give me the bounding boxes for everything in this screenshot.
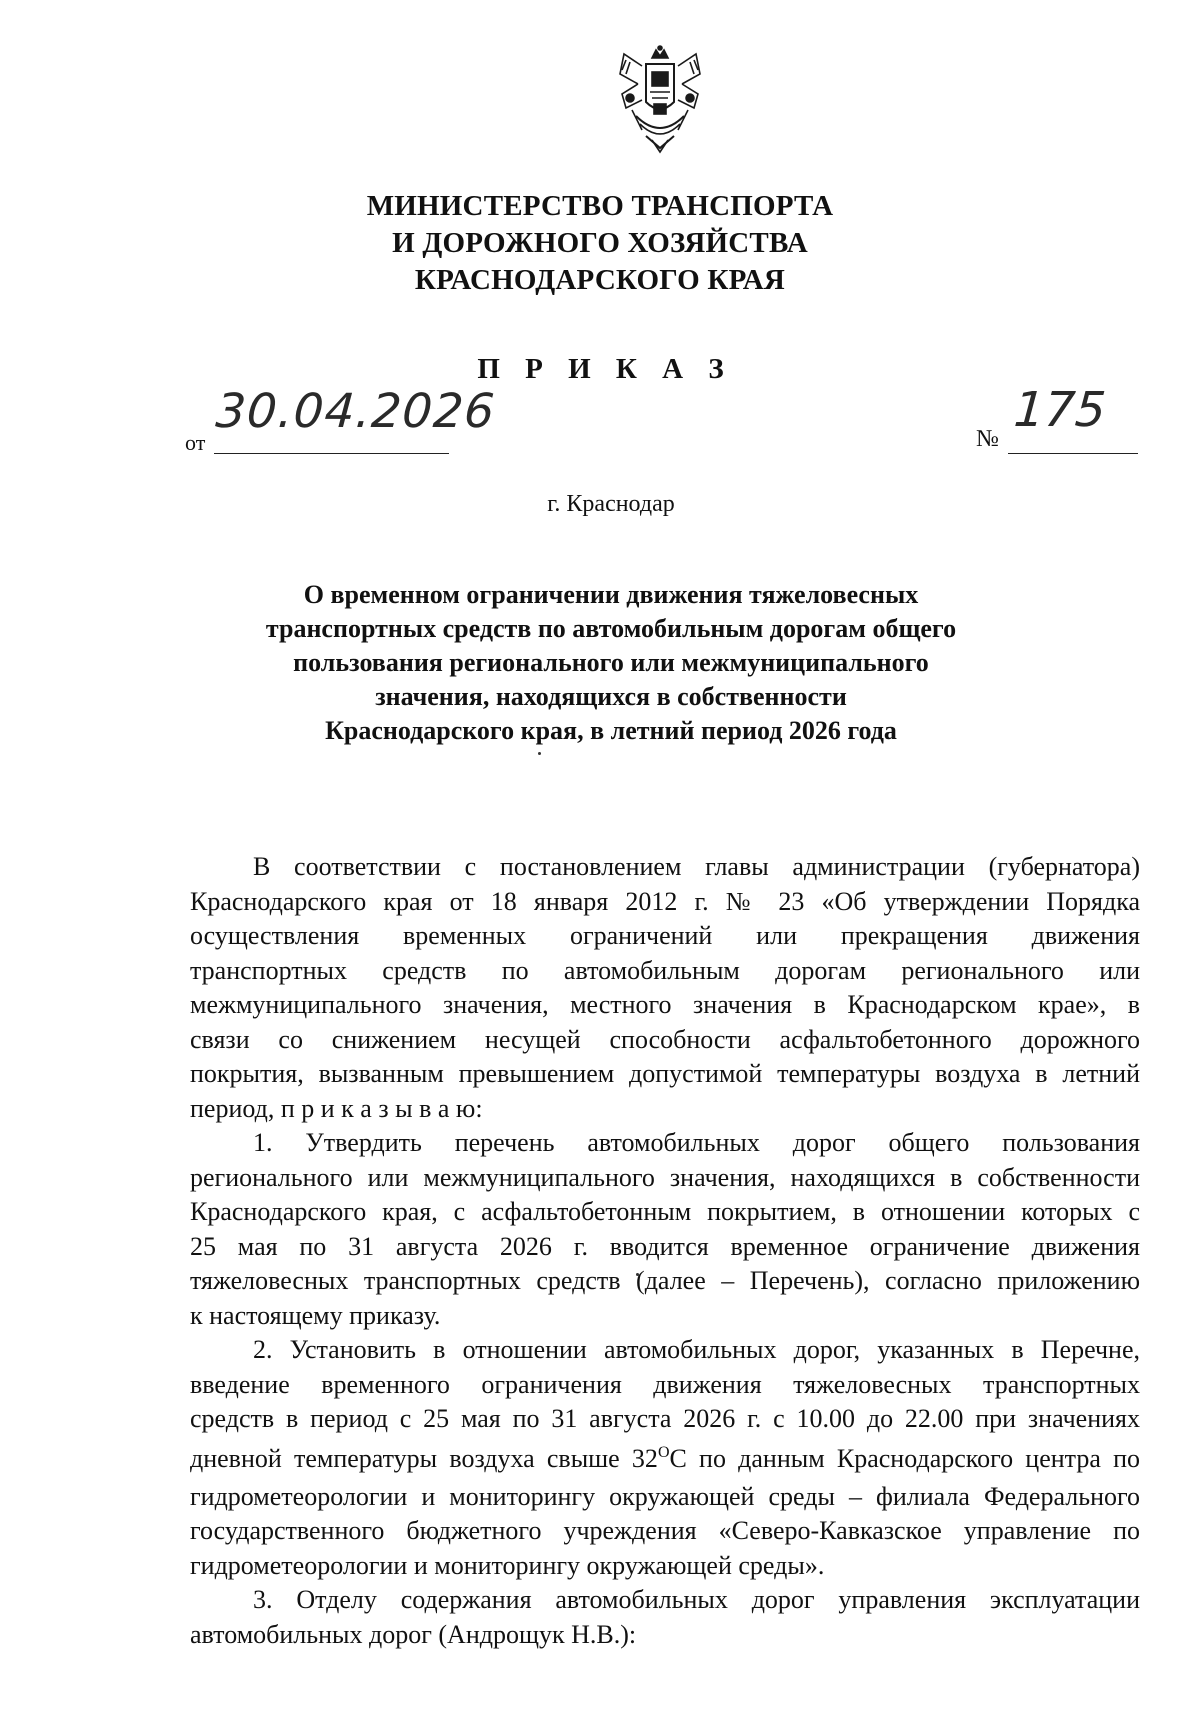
body-line: средств в период с 25 мая по 31 августа 2026 г. с 10.00 до 22.00 при значениях	[190, 1404, 1140, 1433]
order-title: П Р И К А З	[477, 353, 733, 385]
body-line: связи со снижением несущей способности асфальтобетонного дорожного	[190, 1024, 1140, 1054]
date-prefix: от	[185, 430, 206, 455]
handwritten-date: 30.04.2026	[214, 384, 498, 439]
body-line: Краснодарского края, с асфальтобетонным покрытием, в отношении которых с	[190, 1197, 1140, 1226]
krasnodar-coat-of-arms-icon	[612, 44, 708, 154]
subject-line: Краснодарского края, в летний период 2026 года	[325, 716, 897, 745]
body-line: введение временного ограничения движения тяжеловесных транспортных	[190, 1369, 1140, 1399]
body-line: регионального или межмуниципального значения, находящихся в собственности	[190, 1162, 1140, 1192]
body-line: осуществления временных ограничений или прекращения движения	[190, 921, 1140, 950]
temperature-text-start: дневной температуры воздуха свыше 32	[190, 1443, 658, 1473]
degree-sign: O	[657, 1443, 670, 1461]
number-prefix: №	[976, 426, 999, 452]
body-line-temperature	[190, 1437, 1140, 1480]
ministry-line: МИНИСТЕРСТВО ТРАНСПОРТА	[366, 190, 834, 222]
subject-line: транспортных средств по автомобильным дорогам общего	[265, 614, 957, 643]
body-line: период, п р и к а з ы в а ю:	[190, 1093, 483, 1123]
subject-line: пользования регионального или межмуниципального	[293, 648, 929, 677]
body-line: тяжеловесных транспортных средств (далее – Перечень), согласно приложению	[190, 1266, 1140, 1295]
scan-speck	[538, 752, 541, 755]
body-line: 3. Отделу содержания автомобильных дорог управления эксплуатации	[253, 1585, 1140, 1614]
body-line: гидрометеорологии и мониторингу окружающей среды».	[190, 1550, 825, 1580]
body-line: автомобильных дорог (Андрощук Н.В.):	[190, 1619, 637, 1649]
body-line: Краснодарского края от 18 января 2012 г. № 23 «Об утверждении Порядка	[190, 886, 1140, 916]
body-line: В соответствии с постановлением главы администрации (губернатора)	[253, 852, 1140, 881]
body-line: гидрометеорологии и мониторингу окружающей среды – филиала Федерального	[190, 1481, 1140, 1511]
temperature-text-end: С по данным Краснодарского центра по	[669, 1443, 1141, 1473]
date-underline	[214, 453, 449, 454]
subject-line: О временном ограничении движения тяжеловесных	[303, 580, 919, 609]
body-line: государственного бюджетного учреждения «Северо-Кавказское управление по	[190, 1516, 1140, 1545]
body-line: покрытия, вызванным превышением допустимой температуры воздуха в летний	[190, 1059, 1140, 1088]
city: г. Краснодар	[547, 491, 675, 517]
ministry-line: КРАСНОДАРСКОГО КРАЯ	[414, 264, 786, 296]
body-line: транспортных средств по автомобильным дорогам регионального или	[190, 955, 1140, 985]
body-line: 25 мая по 31 августа 2026 г. вводится временное ограничение движения	[190, 1231, 1140, 1261]
body-line: межмуниципального значения, местного значения в Краснодарском крае», в	[190, 990, 1140, 1019]
order-body	[190, 850, 1140, 1652]
body-line: 1. Утвердить перечень автомобильных дорог общего пользования	[253, 1128, 1140, 1157]
number-underline	[1008, 453, 1138, 454]
body-line: к настоящему приказу.	[190, 1300, 441, 1330]
handwritten-number: 175	[1012, 382, 1108, 438]
ministry-name	[0, 188, 1200, 299]
order-subject	[0, 578, 1200, 748]
ministry-line: И ДОРОЖНОГО ХОЗЯЙСТВА	[392, 227, 808, 259]
subject-line: значения, находящихся в собственности	[375, 682, 847, 711]
body-line: 2. Установить в отношении автомобильных дорог, указанных в Перечне,	[253, 1335, 1140, 1364]
